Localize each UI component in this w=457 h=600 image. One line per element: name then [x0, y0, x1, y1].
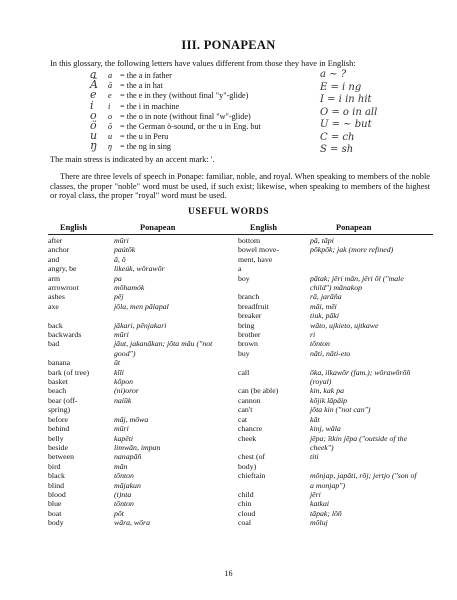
ponapean-word [114, 405, 238, 414]
english-word: ment, have [238, 254, 273, 264]
english-word: bird [48, 461, 61, 471]
ponapean-word: mūri [114, 330, 129, 340]
glossary-entry [238, 481, 433, 490]
glossary-entry [238, 452, 433, 461]
letter-symbol: ō [108, 121, 113, 131]
ponapean-word: tōnton [310, 339, 330, 349]
ponapean-word: jēri [310, 489, 321, 499]
letter-description: = the ng in sing [120, 142, 172, 152]
glossary-entry [238, 274, 433, 283]
glossary-entry [48, 471, 238, 480]
ponapean-word: likeúk, wōrawōr [114, 264, 165, 274]
handwritten-note: a ~ ? [320, 69, 347, 80]
letter-symbol: a [108, 71, 113, 80]
column-header [238, 222, 433, 233]
header-rule [48, 234, 238, 235]
ponapean-word: tāpak; lōñ [310, 508, 342, 518]
english-word: brown [238, 339, 258, 349]
english-word: cat [238, 414, 248, 424]
english-word: backwards [48, 330, 82, 340]
english-word: cannon [238, 395, 261, 405]
english-word [238, 358, 310, 367]
page-title: III. PONAPEAN [181, 38, 276, 52]
english-word: bottom [238, 236, 261, 245]
glossary-entry [48, 386, 238, 395]
english-word [238, 443, 310, 452]
ponapean-header: Ponapean [140, 223, 176, 232]
glossary-entry [238, 245, 433, 254]
glossary-entry [238, 405, 433, 414]
glossary-entry [238, 443, 433, 452]
handwritten-notes [320, 69, 430, 157]
ponapean-word: a monjap") [310, 480, 346, 490]
english-word: anchor [48, 245, 70, 255]
ponapean-word [310, 264, 433, 273]
glossary-entry [48, 302, 238, 311]
ponapean-header: Ponapean [336, 223, 372, 232]
english-word: bring [238, 320, 255, 330]
ponapean-word: tōnton [114, 471, 134, 481]
english-word: arrowroot [48, 283, 79, 293]
glossary-entry [238, 358, 433, 367]
handwritten-letter: o [90, 108, 97, 122]
english-word: can (be able) [238, 386, 279, 396]
ponapean-word [310, 255, 433, 264]
ponapean-word: limwān, impan [114, 442, 161, 452]
ponapean-word: kīli [114, 367, 124, 377]
handwritten-letter: u [90, 129, 98, 143]
ponapean-word: naíūk [114, 395, 132, 405]
ponapean-word: nāti, nāti-eto [310, 348, 351, 358]
letter-description: = the a in hat [120, 81, 163, 91]
letter-row [90, 139, 310, 153]
glossary-entry [48, 283, 238, 292]
english-word: between [48, 452, 74, 462]
english-word: child [238, 489, 254, 499]
english-word: breadfruit [238, 301, 269, 311]
glossary-entry [48, 292, 238, 301]
ponapean-word: wāra, wōra [114, 518, 150, 528]
header-rule [238, 234, 433, 235]
glossary-entry [48, 462, 238, 471]
glossary-entry [48, 443, 238, 452]
letter-row [90, 88, 310, 102]
ponapean-word: mājakun [114, 480, 141, 490]
english-word: buy [238, 348, 250, 358]
ponapean-word: rā, jarāña [310, 292, 342, 302]
glossary-entry [48, 499, 238, 508]
english-word [238, 377, 310, 386]
english-word: cloud [238, 508, 256, 518]
english-word: axe [48, 301, 59, 311]
letter-symbol: u [108, 132, 113, 142]
handwritten-letter: ŋ [90, 139, 98, 153]
letter-symbol: i [108, 101, 111, 111]
ponapean-word: kapēti [114, 433, 134, 443]
letter-symbol: e [108, 91, 112, 101]
letter-row [90, 108, 310, 122]
handwritten-letter: Ä [90, 78, 98, 92]
english-word: arm [48, 273, 61, 283]
ponapean-word: wāto, ujkieto, ujtkawe [310, 320, 379, 330]
english-word [48, 349, 114, 358]
letter-description: = the a in father [120, 71, 172, 80]
english-word: body [48, 518, 64, 528]
english-word: brother [238, 330, 261, 340]
ponapean-word: jāut, jakanākan; jōta māu ("not [114, 339, 213, 349]
english-word: behind [48, 424, 70, 434]
english-word: a [238, 264, 242, 274]
glossary-entry [238, 368, 433, 377]
glossary-entry [48, 415, 238, 424]
english-word [238, 481, 310, 490]
glossary-entry [238, 462, 433, 471]
glossary-entry [238, 292, 433, 301]
ponapean-word: mōnjap, japāti, rōj; jertjo ("son of [310, 471, 417, 481]
glossary-entry [238, 330, 433, 339]
ponapean-word: ā, ō [114, 254, 126, 264]
glossary-entry [48, 339, 238, 348]
glossary-entry [238, 509, 433, 518]
ponapean-word [310, 358, 433, 367]
handwritten-letter: i [90, 98, 94, 112]
letter-description: = the u in Peru [120, 132, 169, 142]
glossary-entry [48, 255, 238, 264]
english-word: chin [238, 499, 252, 509]
english-word: coal [238, 518, 251, 528]
glossary-entry [238, 321, 433, 330]
glossary-entry [48, 452, 238, 461]
ponapean-word [310, 462, 433, 471]
handwritten-letter: e [90, 88, 97, 102]
letter-values [90, 68, 310, 153]
english-word [238, 283, 310, 292]
english-word: bad [48, 339, 60, 349]
letter-row [90, 98, 310, 112]
glossary-entry [48, 377, 238, 386]
letter-row [90, 118, 310, 132]
english-word: blood [48, 489, 66, 499]
glossary-entry [48, 274, 238, 283]
english-word: basket [48, 377, 68, 387]
ponapean-word: pā, tāpi [310, 236, 334, 245]
glossary-entry [238, 311, 433, 320]
glossary-entry [48, 349, 238, 358]
handwritten-note: E = i ng [320, 81, 362, 93]
ponapean-word: (ni)oror [114, 386, 139, 396]
ponapean-word: (royal) [310, 377, 332, 387]
ponapean-word: cheek") [310, 442, 334, 452]
english-word: beside [48, 442, 68, 452]
english-word: chancre [238, 424, 263, 434]
ponapean-word: jōta kin ("not can") [310, 405, 371, 415]
ponapean-word: kōpon [114, 377, 134, 387]
glossary-entry [238, 424, 433, 433]
ponapean-word: pa [114, 273, 122, 283]
glossary-entry [238, 302, 433, 311]
english-word: boat [48, 508, 62, 518]
handwritten-note: S = sh [320, 144, 354, 155]
glossary-entry [48, 490, 238, 499]
glossary-entry [48, 481, 238, 490]
page-number: 16 [224, 569, 233, 578]
handwritten-letter: a [90, 68, 97, 81]
english-word: body) [238, 461, 257, 471]
glossary-entry [238, 490, 433, 499]
glossary-entry [238, 471, 433, 480]
ponapean-word: mān [114, 461, 128, 471]
english-word: before [48, 414, 68, 424]
glossary-entry [48, 358, 238, 367]
ponapean-word: titi [310, 452, 319, 462]
english-word: black [48, 471, 65, 481]
ponapean-word: kinj, wāla [310, 424, 341, 434]
glossary-entry [238, 499, 433, 508]
glossary-entry [238, 283, 433, 292]
english-word: boy [238, 273, 250, 283]
ponapean-word: good") [114, 348, 136, 358]
english-word: bowel move- [238, 245, 279, 255]
english-word: call [238, 367, 250, 377]
ponapean-word [114, 311, 238, 320]
letter-row [90, 68, 310, 81]
glossary-entry [48, 245, 238, 254]
glossary-entry [238, 518, 433, 527]
ponapean-word: mōhamók [114, 283, 145, 293]
english-word: branch [238, 292, 260, 302]
english-word: belly [48, 433, 64, 443]
letter-description: = the o in note (without final "w"-glide) [120, 111, 251, 121]
glossary-entry [238, 255, 433, 264]
letter-symbol: ŋ [108, 142, 112, 152]
ponapean-word: nanapāñ [114, 452, 142, 462]
ponapean-word: tiuk, pāki [310, 311, 340, 321]
glossary-entry [48, 264, 238, 273]
useful-words-heading: USEFUL WORDS [187, 207, 270, 217]
english-word: beach [48, 386, 67, 396]
english-word: chieftain [238, 471, 266, 481]
ponapean-word: kāt [310, 414, 320, 424]
ponapean-word: kin, kak pa [310, 386, 344, 396]
ponapean-word: pōkpōk; jak (more refined) [310, 245, 394, 255]
glossary-entry [48, 311, 238, 320]
english-word: cheek [238, 433, 257, 443]
ponapean-word: pātak; jēri mān, jēri ōl ("male [310, 273, 404, 283]
english-word: angry, be [48, 264, 77, 274]
glossary-entry [238, 236, 433, 245]
english-word: chest (of [238, 452, 266, 462]
english-header: English [250, 223, 278, 232]
glossary-entry [48, 368, 238, 377]
glossary-entry [48, 434, 238, 443]
handwritten-note: U = ~ but [320, 119, 372, 130]
glossary-entry [238, 415, 433, 424]
glossary-entry [238, 386, 433, 395]
ponapean-word: jākari, pēnjakari [114, 320, 167, 330]
glossary-entry [238, 264, 433, 273]
english-word: blind [48, 480, 65, 490]
glossary-entry [48, 405, 238, 414]
english-word: blue [48, 499, 62, 509]
ponapean-word: jēpa; ītkin jēpa ("outside of the [310, 433, 408, 443]
ponapean-word: tōnton [114, 499, 134, 509]
english-word: after [48, 236, 63, 245]
glossary-entry [48, 424, 238, 433]
glossary-entry [48, 396, 238, 405]
english-word [48, 311, 114, 320]
english-word: breaker [238, 311, 262, 321]
letter-row [90, 129, 310, 143]
glossary-entry [238, 396, 433, 405]
ponapean-word: (t)nta [114, 489, 132, 499]
ponapean-word: child") mānakop [310, 283, 362, 293]
letter-description: = the i in machine [120, 101, 180, 111]
column-header [48, 222, 238, 233]
stress-note: The main stress is indicated by an accent mark: ʹ. [50, 155, 215, 164]
english-word: spring) [48, 405, 71, 415]
ponapean-word: kōjik lāpāip [310, 395, 348, 405]
letter-description: = the German ö-sound, or the u in Eng. but [120, 121, 261, 131]
ponapean-word: māj, mōwa [114, 414, 149, 424]
letter-description: = the e in they (without final "y"-glide) [120, 91, 249, 101]
english-word: ashes [48, 292, 65, 302]
glossary-entry [48, 321, 238, 330]
ponapean-word: pōt [114, 508, 124, 518]
ponapean-word: ūt [114, 358, 121, 368]
ponapean-word: mūri [114, 236, 129, 245]
handwritten-note: O = o in all [320, 106, 378, 118]
ponapean-word: jōla, men pālapal [114, 301, 169, 311]
english-word: bark (of tree) [48, 367, 90, 377]
english-word: banana [48, 358, 71, 368]
english-word: can't [238, 405, 253, 415]
handwritten-note: C = ch [320, 131, 355, 143]
intro-text: In this glossary, the following letters have values different from those they have in English: [50, 59, 356, 68]
handwritten-note: I = i in hit [320, 94, 372, 105]
ponapean-word: pēj [114, 292, 124, 302]
glossary-entry [238, 377, 433, 386]
glossary-entry [238, 349, 433, 358]
glossary-entry [238, 339, 433, 348]
ponapean-word: katkai [310, 499, 330, 509]
glossary-left-column [48, 222, 238, 528]
glossary-entry [48, 330, 238, 339]
glossary-entry [48, 509, 238, 518]
ponapean-word: paútōk [114, 245, 136, 255]
speech-levels-paragraph: There are three levels of speech in Ponape: familiar, noble, and royal. When speaking to members of the noble classes, the proper "noble" word must be used, if such exist; likewise, when speaking to members of the highest or royal class, the proper "royal" word must be used. [50, 172, 430, 201]
english-word: and [48, 254, 60, 264]
ponapean-word: ri [310, 330, 316, 340]
english-word: bear (off- [48, 395, 78, 405]
english-word: back [48, 320, 63, 330]
ponapean-word: mūri [114, 424, 129, 434]
ponapean-word: mōluj [310, 518, 328, 528]
glossary-entry [238, 434, 433, 443]
ponapean-word: ōka, ilkawōr (fam.); wōrawōrōñ [310, 367, 411, 377]
english-header: English [60, 223, 88, 232]
glossary-entry [48, 518, 238, 527]
letter-symbol: o [108, 111, 113, 121]
glossary-right-column [238, 222, 433, 528]
handwritten-letter: ö [90, 118, 97, 132]
letter-row [90, 78, 310, 92]
ponapean-word: māi, mēi [310, 301, 337, 311]
glossary-entry [48, 236, 238, 245]
letter-symbol: ā [108, 81, 113, 91]
